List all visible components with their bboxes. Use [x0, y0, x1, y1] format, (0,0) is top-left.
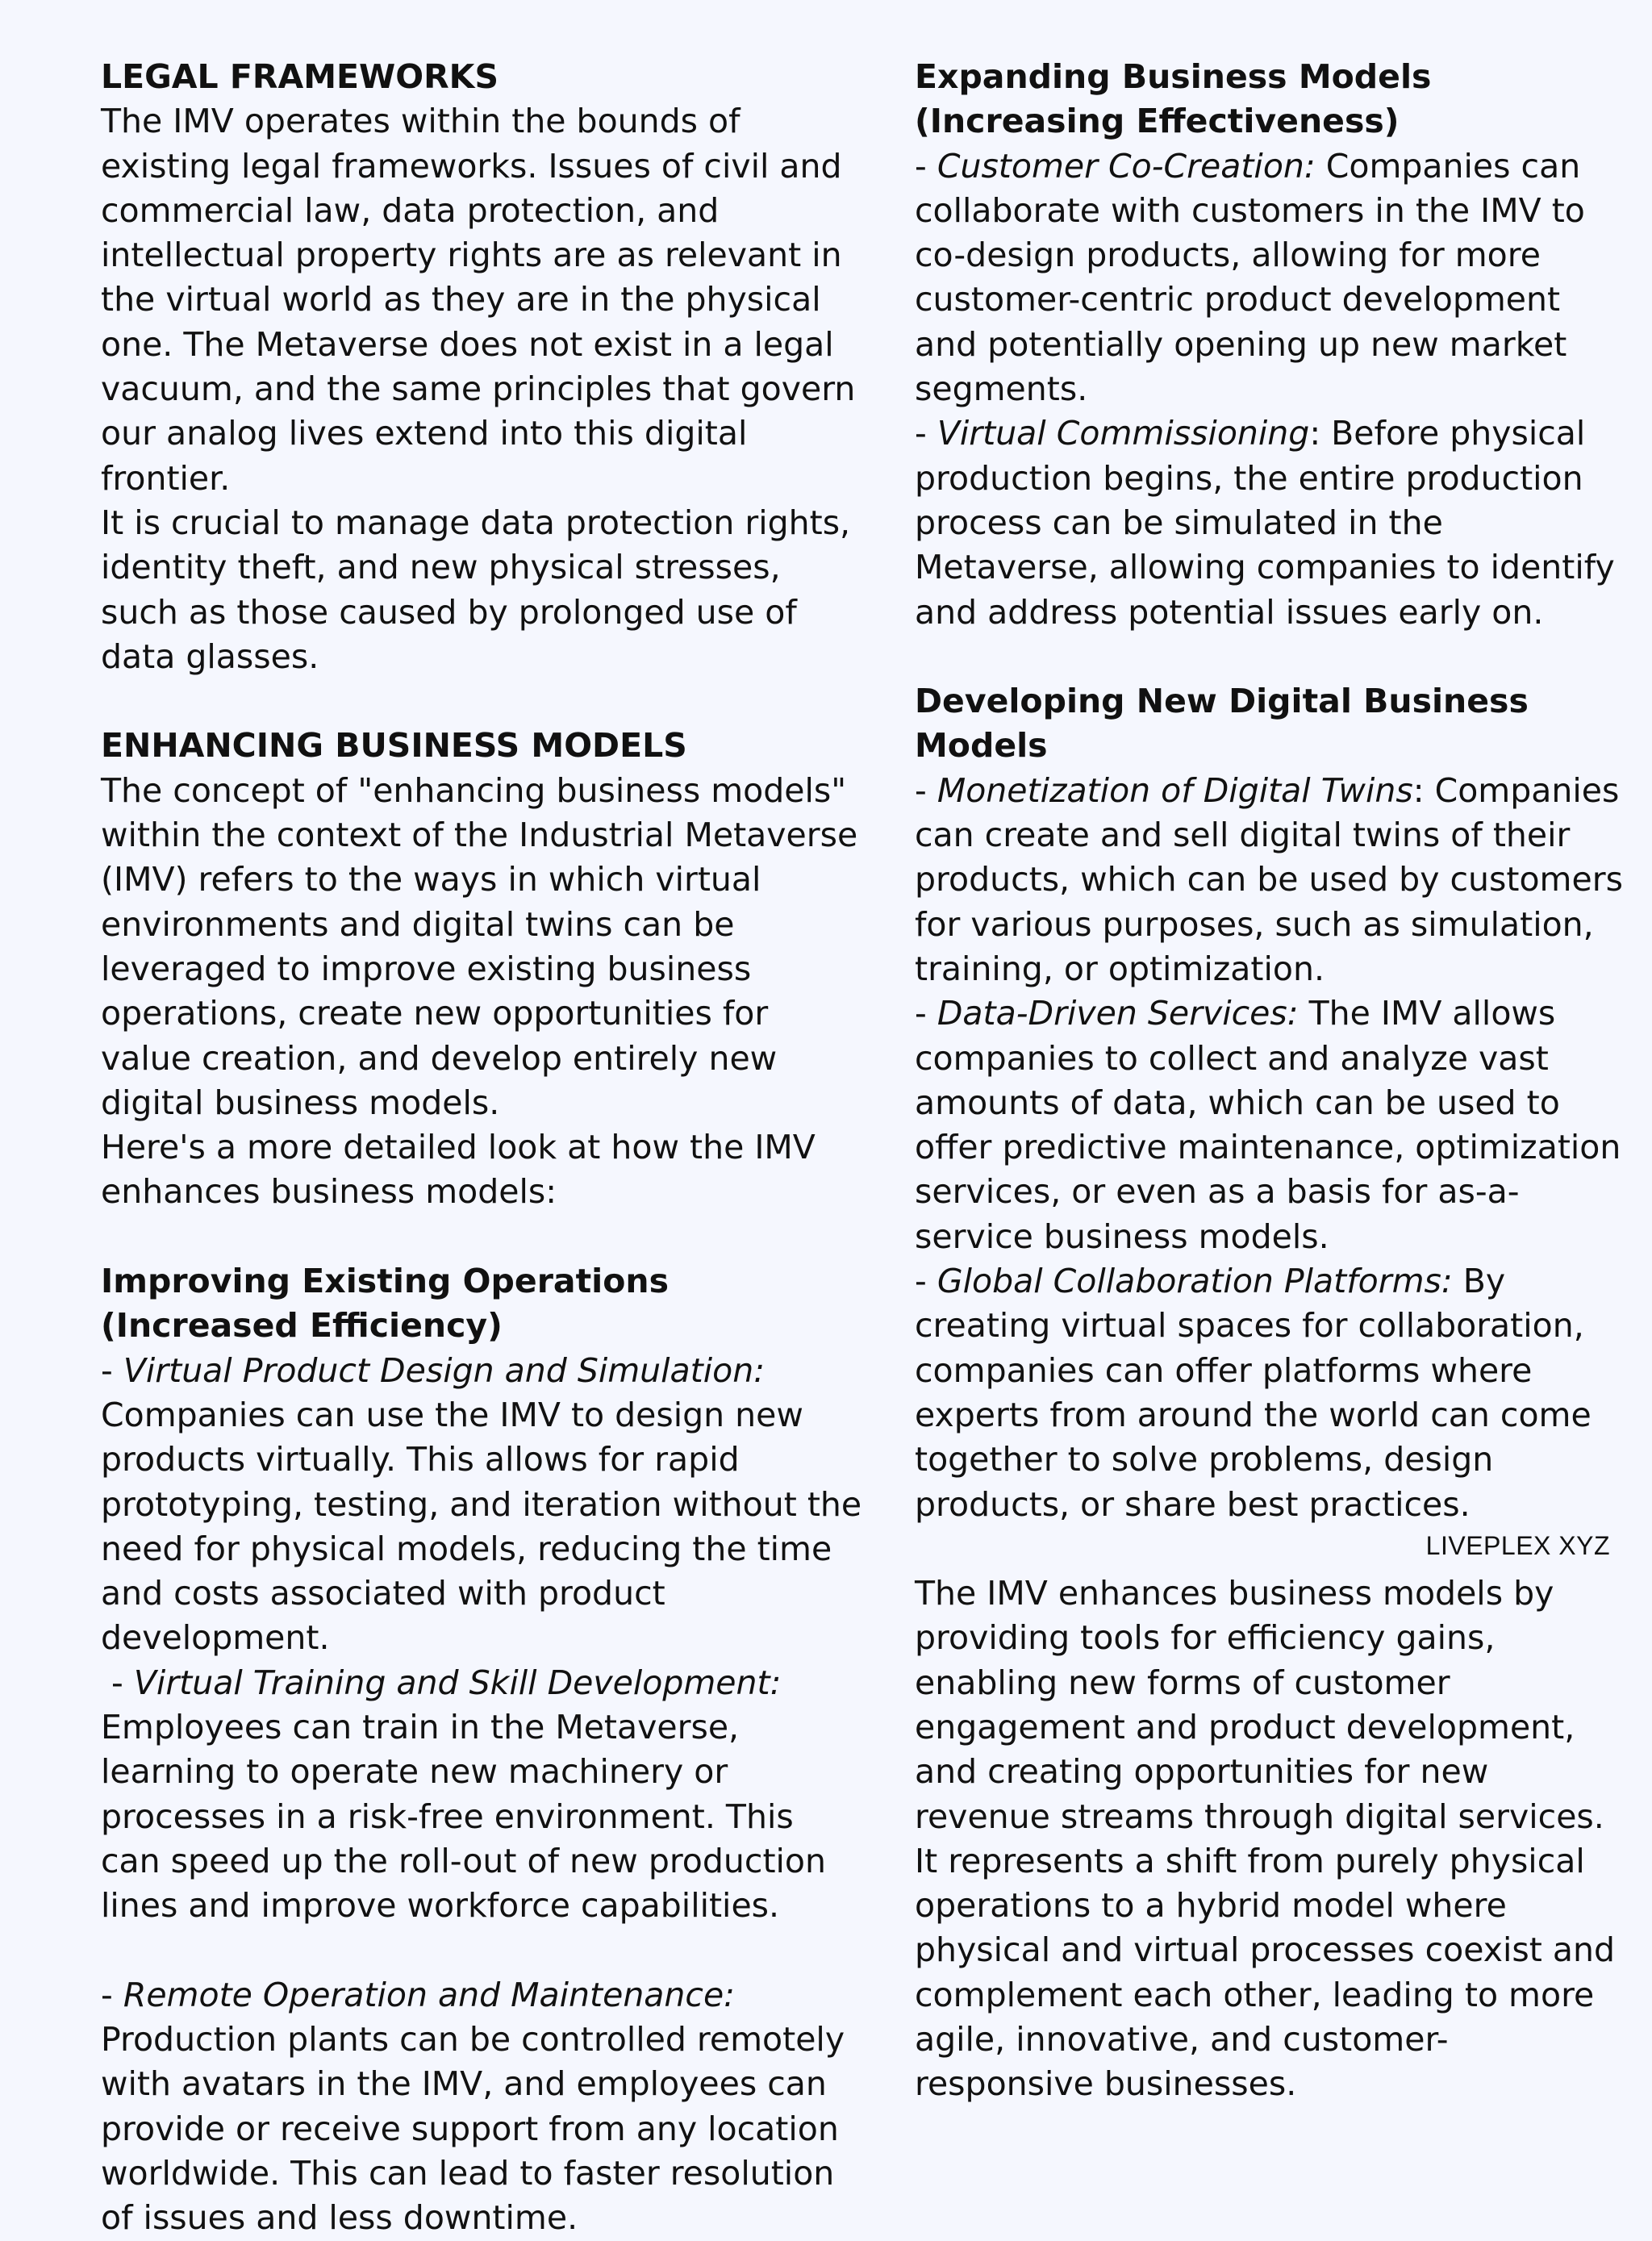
list-item-term: Customer Co-Creation:	[937, 146, 1316, 186]
list-item-prefix: -	[915, 994, 937, 1033]
right-column	[915, 55, 1625, 2107]
legal-frameworks-heading: LEGAL FRAMEWORKS	[101, 57, 499, 96]
list-item-term: Remote Operation and Maintenance:	[123, 1975, 735, 2014]
list-item-text: Production plants can be controlled remotely with avatars in the IMV, and employees can provide or receive support from any location worldwide. This can lead to faster resolution of issues and less downtime.	[101, 2020, 845, 2238]
list-item-data-driven-services	[915, 991, 1625, 1259]
list-item-term: Data-Driven Services:	[937, 994, 1299, 1033]
improving-operations-heading: Improving Existing Operations (Increased Efficiency)	[101, 1262, 669, 1346]
section-spacer	[101, 1928, 863, 1972]
list-item-term: Virtual Training and Skill Development:	[133, 1663, 782, 1702]
list-item-text: Companies can use the IMV to design new products virtually. This allows for rapid prototyping, testing, and iteration without the need for physical models, reducing the time and costs associated with product development.	[101, 1395, 862, 1658]
enhancing-business-models-paragraph-1: The concept of "enhancing business models" within the context of the Industrial Metaverse (IMV) refers to the ways in which virtual environments and digital twins can be leveraged to improve existing business operations, create new opportunities for value creation, and develop entirely new digital business models.	[101, 770, 858, 1122]
section-spacer	[915, 635, 1625, 679]
left-column	[101, 55, 863, 2241]
developing-business-models-heading: Developing New Digital Business Models	[915, 682, 1529, 766]
list-item-prefix: -	[915, 414, 937, 453]
list-item-term: Virtual Commissioning	[937, 414, 1310, 453]
expanding-business-models-heading: Expanding Business Models (Increasing Effectiveness)	[915, 57, 1432, 141]
list-item-term: Monetization of Digital Twins	[937, 770, 1413, 810]
enhancing-business-models-heading: ENHANCING BUSINESS MODELS	[101, 726, 687, 766]
list-item-prefix: -	[101, 1663, 134, 1702]
list-item-virtual-commissioning	[915, 411, 1625, 634]
list-item-prefix: -	[101, 1975, 123, 2014]
list-item-monetization-digital-twins	[915, 769, 1625, 991]
list-item-text: : Companies can create and sell digital twins of their products, which can be used by customers for various purposes, such as simulation, training, or optimization.	[915, 770, 1623, 988]
list-item-virtual-product-design	[101, 1349, 863, 1661]
list-item-term: Global Collaboration Platforms:	[937, 1262, 1453, 1301]
list-item-text: The IMV allows companies to collect and analyze vast amounts of data, which can be used to offer predictive maintenance, optimization services, or even as a basis for as-a-service business models.	[915, 994, 1621, 1256]
list-item-global-collaboration	[915, 1259, 1625, 1527]
section-spacer	[101, 1215, 863, 1259]
list-item-term: Virtual Product Design and Simulation:	[123, 1350, 766, 1390]
brand-footer: LIVEPLEX XYZ	[1425, 1531, 1610, 1560]
enhancing-business-models-paragraph-2: Here's a more detailed look at how the IMV enhances business models:	[101, 1128, 816, 1212]
list-item-text: By creating virtual spaces for collaboration, companies can offer platforms where experts from around the world can come together to solve problems, design products, or share best practices.	[915, 1262, 1592, 1524]
list-item-remote-operation	[101, 1973, 863, 2241]
list-item-text: Employees can train in the Metaverse, learning to operate new machinery or processes in a risk-free environment. This can speed up the roll-out of new production lines and improve workforce capabilities.	[101, 1663, 837, 1926]
list-item-virtual-training	[101, 1661, 863, 1929]
list-item-prefix: -	[915, 1262, 937, 1301]
section-spacer	[101, 679, 863, 724]
list-item-customer-co-creation	[915, 144, 1625, 412]
list-item-prefix: -	[915, 770, 937, 810]
list-item-prefix: -	[101, 1350, 123, 1390]
list-item-text: Companies can collaborate with customers in the IMV to co-design products, allowing for more customer-centric product development and potentially opening up new market segments.	[915, 146, 1585, 409]
list-item-text: : Before physical production begins, the entire production process can be simulated in the Metaverse, allowing companies to identify and address potential issues early on.	[915, 414, 1615, 632]
legal-frameworks-paragraph-1: The IMV operates within the bounds of existing legal frameworks. Issues of civil and commercial law, data protection, and intellectual property rights are as relevant in the virtual world as they are in the physical one. The Metaverse does not exist in a legal vacuum, and the same principles that govern our analog lives extend into this digital frontier.	[101, 102, 856, 498]
legal-frameworks-paragraph-2: It is crucial to manage data protection rights, identity theft, and new physical stresses, such as those caused by prolonged use of data glasses.	[101, 503, 851, 676]
list-item-prefix: -	[915, 146, 937, 186]
conclusion-paragraph: The IMV enhances business models by providing tools for efficiency gains, enabling new forms of customer engagement and product development, and creating opportunities for new revenue streams through digital services. It represents a shift from purely physical operations to a hybrid model where physical and virtual processes coexist and complement each other, leading to more agile, innovative, and customer-responsive businesses.	[915, 1574, 1615, 2104]
